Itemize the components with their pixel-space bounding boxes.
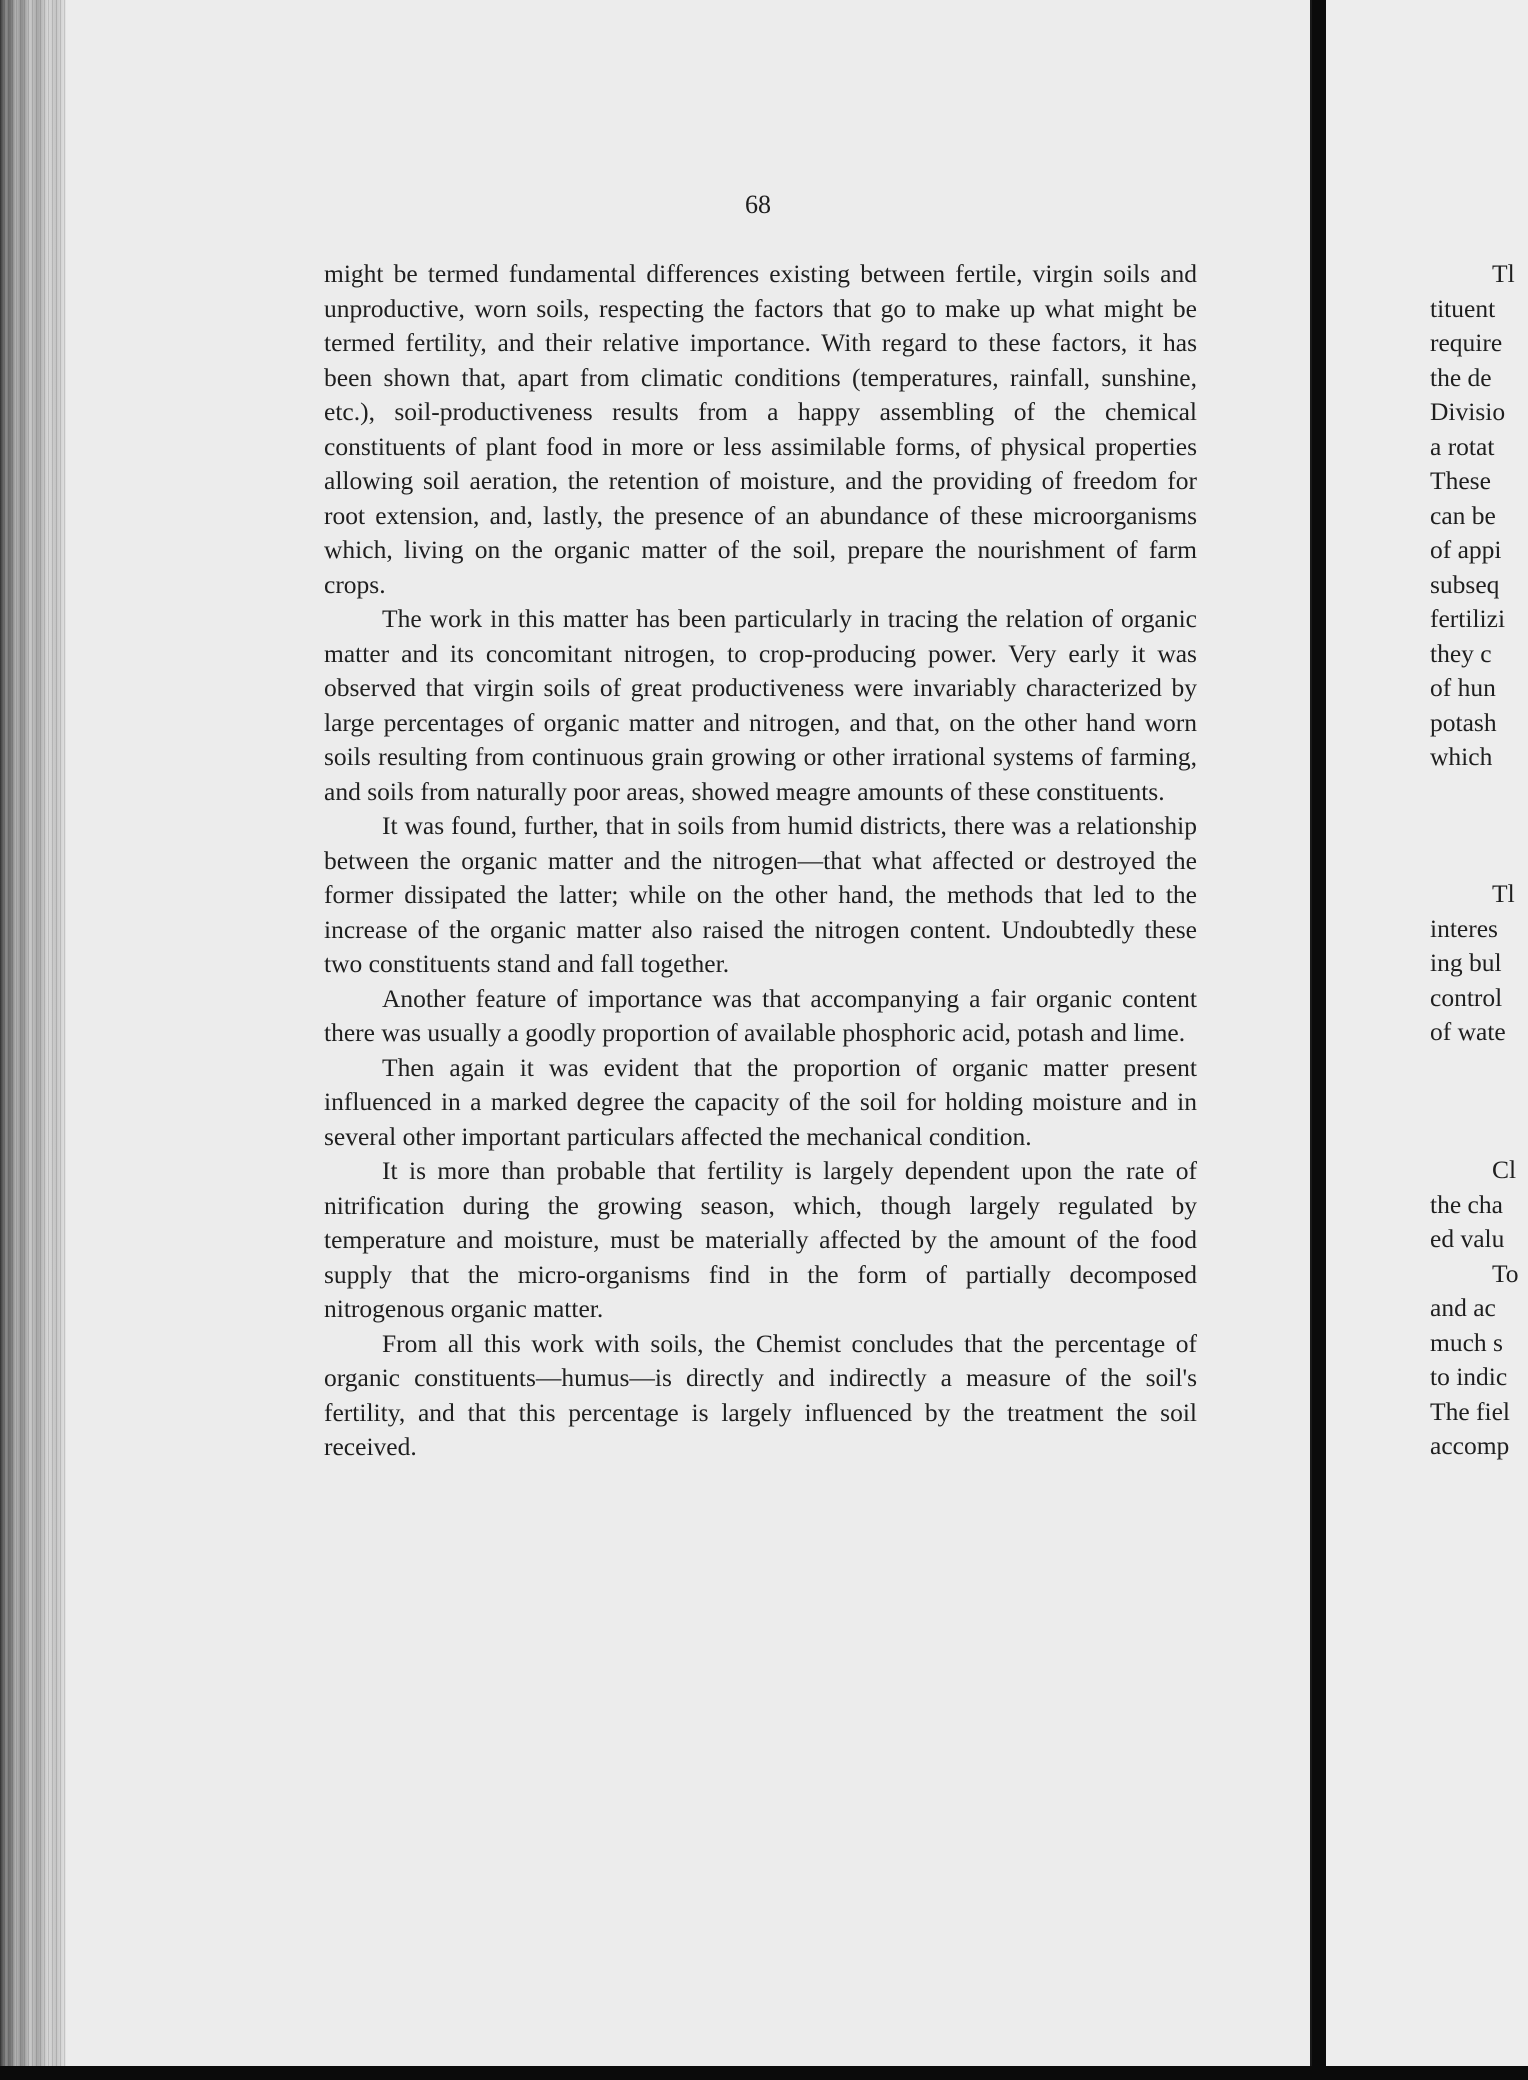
body-text — [324, 257, 1197, 1465]
right-fragment: potash — [1430, 708, 1497, 737]
right-fragment: the cha — [1430, 1190, 1503, 1219]
paragraph-2: The work in this matter has been particularly in tracing the relation of organic matter and its concomitant nitrogen, to crop-producing power. Very early it was observed that virgin soils of great productiveness were invariably characterized by large percentages of organic matter and nitrogen, and that, on the other hand worn soils resulting from continuous grain growing or other irrational systems of farming, and soils from naturally poor areas, showed meagre amounts of these constituents. — [324, 604, 1197, 806]
right-fragment: accomp — [1430, 1431, 1510, 1460]
binding-edge — [0, 0, 66, 2066]
right-fragment: ed valu — [1430, 1224, 1505, 1253]
scan-bottom-edge — [0, 2066, 1528, 2080]
paragraph-7: From all this work with soils, the Chemist concludes that the percentage of organic constituents—humus—is directly and indirectly a measure of the soil's fertility, and that this percentage is largely influenced by the treatment the soil received. — [324, 1328, 1197, 1461]
right-fragment: of hun — [1430, 673, 1496, 702]
right-fragment: can be — [1430, 501, 1496, 530]
paragraph-5: Then again it was evident that the proportion of organic matter present influenced in a marked degree the capacity of the soil for holding moisture and in several other important particulars affected the mechanical condition. — [324, 1052, 1197, 1151]
page-number: 68 — [745, 190, 771, 219]
right-fragment: to indic — [1430, 1362, 1508, 1391]
right-page — [1326, 0, 1528, 2066]
right-fragment: Tl — [1492, 259, 1515, 288]
gutter-shadow — [1312, 0, 1326, 2080]
right-fragment: These — [1430, 466, 1491, 495]
right-fragment: of wate — [1430, 1017, 1506, 1046]
right-fragment: much s — [1430, 1328, 1503, 1357]
right-fragment: they c — [1430, 639, 1492, 668]
right-fragment: ing bul — [1430, 948, 1502, 977]
right-fragment: require — [1430, 328, 1503, 357]
right-fragment: tituent — [1430, 294, 1496, 323]
right-fragment: which — [1430, 742, 1493, 771]
right-fragment: a rotat — [1430, 432, 1495, 461]
right-fragment: To — [1492, 1259, 1519, 1288]
right-fragment: interes — [1430, 914, 1498, 943]
right-fragment: fertilizi — [1430, 604, 1506, 633]
right-fragment: control — [1430, 983, 1503, 1012]
right-fragment: The fiel — [1430, 1397, 1510, 1426]
right-fragment: the de — [1430, 363, 1492, 392]
right-fragment: Divisio — [1430, 397, 1506, 426]
right-fragment: Tl — [1492, 879, 1515, 908]
paragraph-3: It was found, further, that in soils from humid districts, there was a relationship between the organic matter and the nitrogen—that what affected or destroyed the former dissipated the latter; while on the other hand, the methods that led to the increase of the organic matter also raised the nitrogen content. Undoubtedly these two constituents stand and fall together. — [324, 811, 1197, 978]
paragraph-1: might be termed fundamental differences existing between fertile, virgin soils and unproductive, worn soils, respecting the factors that go to make up what might be termed fertility, and their relative importance. With regard to these factors, it has been shown that, apart from climatic conditions (temperatures, rainfall, sunshine, etc.), soil-productiveness results from a happy assembling of the chemical constituents of plant food in more or less assimilable forms, of physical properties allowing soil aeration, the retention of moisture, and the providing of freedom for root extension, and, lastly, the presence of an abundance of these microorganisms which, living on the organic matter of the soil, prepare the nourishment of farm crops. — [324, 259, 1197, 599]
right-fragment: Cl — [1492, 1155, 1517, 1184]
right-fragment: subseq — [1430, 570, 1500, 599]
right-page-text — [1326, 0, 1528, 2066]
paragraph-4: Another feature of importance was that accompanying a fair organic content there was usually a goodly proportion of available phosphoric acid, potash and lime. — [324, 983, 1197, 1047]
paragraph-6: It is more than probable that fertility is largely dependent upon the rate of nitrification during the growing season, which, though largely regulated by temperature and moisture, must be materially affected by the amount of the food supply that the micro-organisms find in the form of partially decomposed nitrogenous organic matter. — [324, 1156, 1197, 1323]
right-fragment: and ac — [1430, 1293, 1496, 1322]
right-fragment: of appi — [1430, 535, 1502, 564]
